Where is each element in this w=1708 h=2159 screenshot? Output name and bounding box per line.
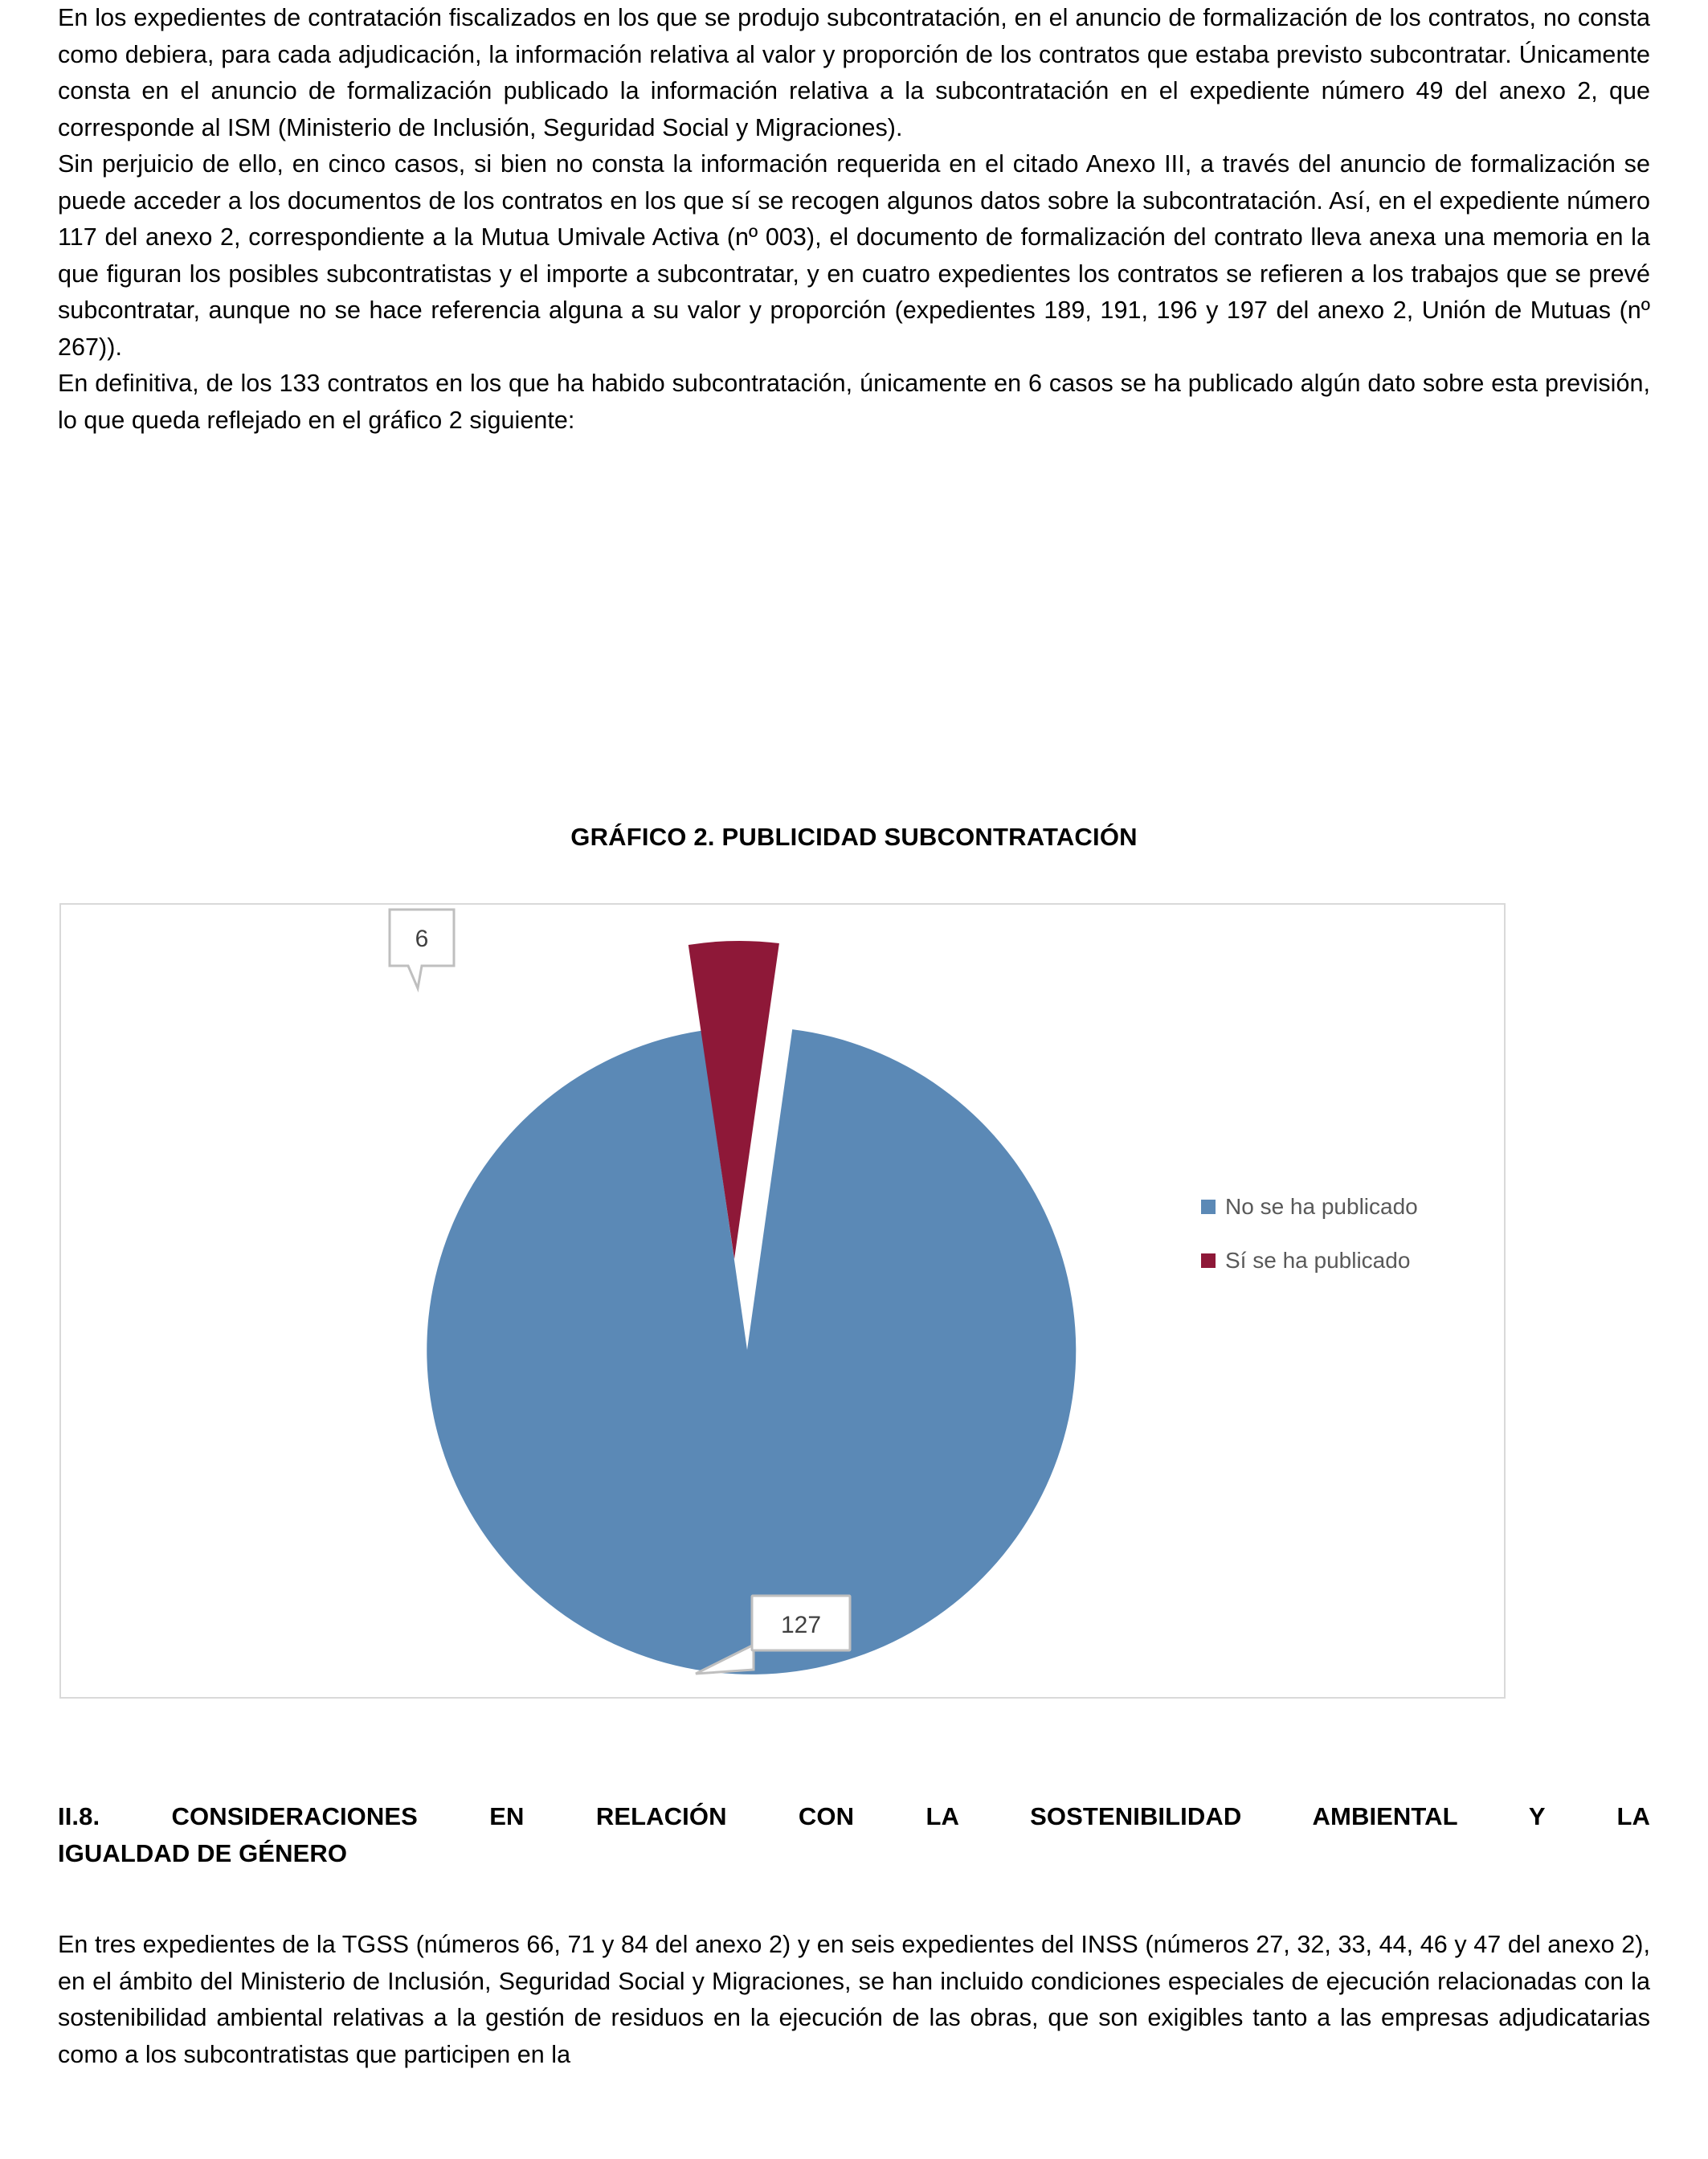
pie-chart-svg bbox=[61, 905, 1504, 1697]
final-paragraph: En tres expedientes de la TGSS (números 66, 71 y 84 del anexo 2) y en seis expedientes del INSS (números 27, 32, 33, 44, 46 y 47 del anexo 2), en el ámbito del Ministerio de Inclusión, Seguridad Social y Migraciones, se han incluido condiciones especiales de ejecución relacionadas con la sostenibilidad ambiental relativas a la gestión de residuos en la ejecución de las obras, que son exigibles tanto a las empresas adjudicatarias como a los subcontratistas que participen en la bbox=[58, 1931, 1650, 2068]
section-heading-line-2: IGUALDAD DE GÉNERO bbox=[58, 1838, 348, 1867]
paragraph-3: En definitiva, de los 133 contratos en los que ha habido subcontratación, únicamente en 6 casos se ha publicado algún dato sobre esta previsión, lo que queda reflejado en el gráfico 2 siguiente: bbox=[58, 370, 1650, 434]
final-paragraph-container bbox=[58, 1927, 1650, 2073]
section-heading bbox=[58, 1798, 1650, 1871]
chart-title: GRÁFICO 2. PUBLICIDAD SUBCONTRATACIÓN bbox=[570, 823, 1138, 851]
legend-swatch-icon bbox=[1201, 1253, 1216, 1268]
document-body bbox=[58, 0, 1650, 439]
paragraph-2: Sin perjuicio de ello, en cinco casos, si bien no consta la información requerida en el citado Anexo III, a través del anuncio de formalización se puede acceder a los documentos de los contratos en los que sí se recogen algunos datos sobre la subcontratación. Así, en el expediente número 117 del anexo 2, correspondiente a la Mutua Umivale Activa (nº 003), el documento de formalización del contrato lleva anexa una memoria en la que figuran los posibles subcontratistas y el importe a subcontratar, y en cuatro expedientes los contratos se refieren a los trabajos que se prevé subcontratar, aunque no se hace referencia alguna a su valor y proporción (expedientes 189, 191, 196 y 197 del anexo 2, Unión de Mutuas (nº 267)). bbox=[58, 150, 1650, 361]
section-heading-container bbox=[58, 1798, 1650, 1871]
chart-title-container bbox=[58, 821, 1650, 853]
legend-swatch-icon bbox=[1201, 1200, 1216, 1214]
data-label-6-text: 6 bbox=[415, 926, 429, 952]
chart-legend bbox=[1201, 1194, 1418, 1273]
data-label-6 bbox=[390, 910, 454, 988]
legend-item-no-se-ha-publicado[interactable] bbox=[1201, 1194, 1418, 1219]
legend-label-si-se-ha-publicado: Sí se ha publicado bbox=[1225, 1248, 1411, 1273]
data-label-127-text: 127 bbox=[780, 1612, 822, 1638]
legend-label-no-se-ha-publicado: No se ha publicado bbox=[1225, 1194, 1418, 1219]
paragraph-1: En los expedientes de contratación fiscalizados en los que se produjo subcontratación, en el anuncio de formalización de los contratos, no consta como debiera, para cada adjudicación, la información relativa al valor y proporción de los contratos que estaba previsto subcontratar. Únicamente consta en el anuncio de formalización publicado la información relativa a la subcontratación en el expediente número 49 del anexo 2, que corresponde al ISM (Ministerio de Inclusión, Seguridad Social y Migraciones). bbox=[58, 4, 1650, 141]
legend-item-si-se-ha-publicado[interactable] bbox=[1201, 1248, 1410, 1273]
section-heading-line-1: II.8. CONSIDERACIONES EN RELACIÓN CON LA SOSTENIBILIDAD AMBIENTAL Y LA bbox=[58, 1802, 1650, 1830]
pie-chart-frame bbox=[59, 903, 1506, 1699]
